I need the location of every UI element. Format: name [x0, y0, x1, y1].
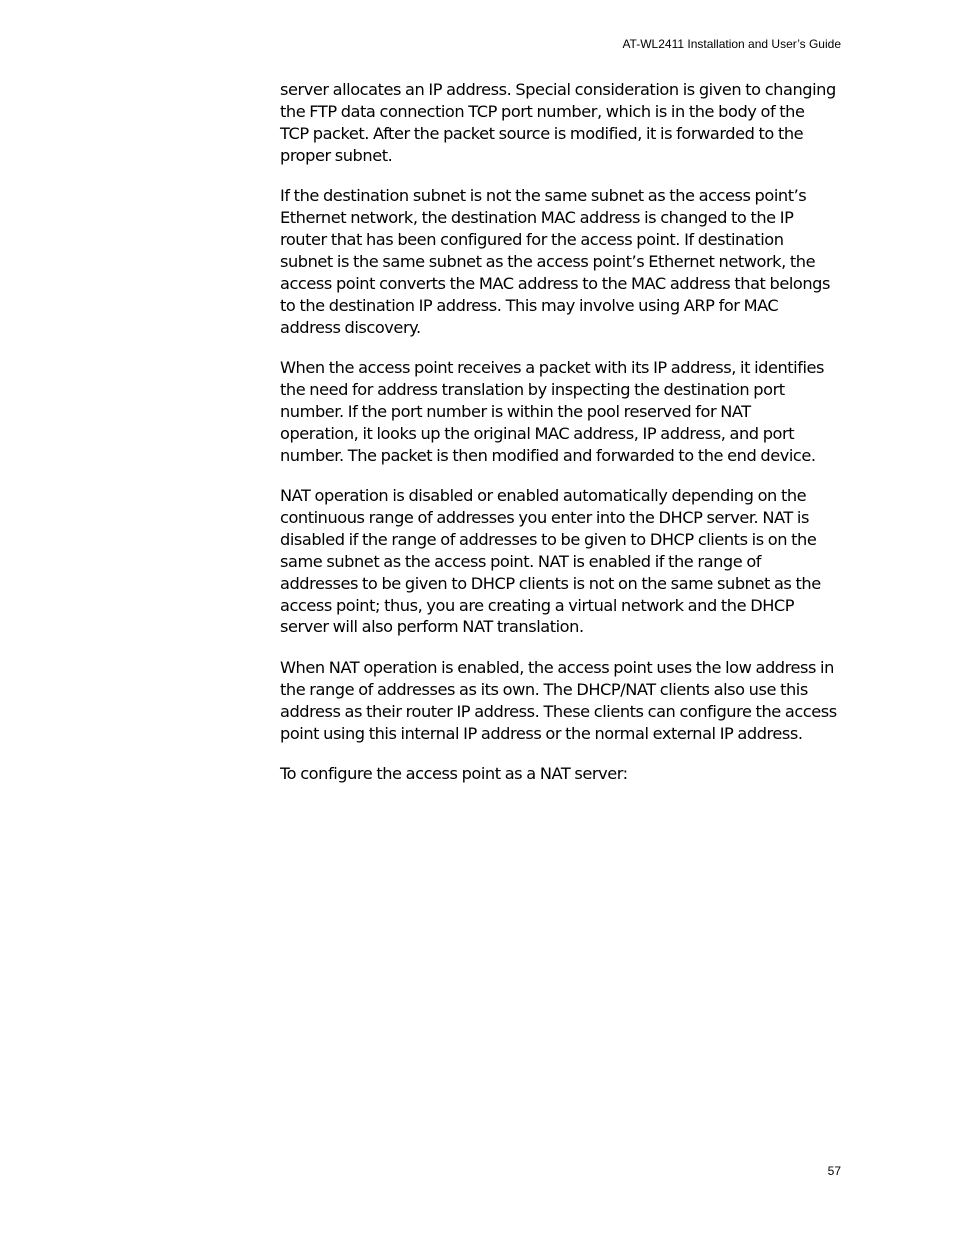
paragraph-configure-intro: To configure the access point as a NAT server:	[280, 763, 628, 783]
paragraph-packet-receive: When the access point receives a packet with its IP address, it identifies the need for address translation by inspecting the destination port number. If the port number is within the pool reserved for NAT operation, it looks up the original MAC address, IP address, and port number. The packet is then modified and forwarded to the end device.	[280, 357, 824, 465]
page-number: 57	[827, 1164, 841, 1178]
paragraph-nat-enabled: When NAT operation is enabled, the access point uses the low address in the range of addresses as its own. The DHCP/NAT clients also use this address as their router IP address. These clients can configure the access point using this internal IP address or the normal external IP address.	[280, 657, 837, 743]
paragraph-nat-ftp: server allocates an IP address. Special consideration is given to changing the FTP data connection TCP port number, which is in the body of the TCP packet. After the packet source is modified, it is forwarded to the proper subnet.	[280, 80, 836, 165]
paragraph-destination-subnet: If the destination subnet is not the same subnet as the access point’s Ethernet network, the destination MAC address is changed to the IP router that has been configured for the access point. If destination subnet is the same subnet as the access point’s Ethernet network, the access point converts the MAC address to the MAC address that belongs to the destination IP address. This may involve using ARP for MAC address discovery.	[280, 186, 830, 337]
paragraph-nat-enable-disable: NAT operation is disabled or enabled automatically depending on the continuous range of addresses you enter into the DHCP server. NAT is disabled if the range of addresses to be given to DHCP clients is on the same subnet as the access point. NAT is enabled if the range of addresses to be given to DHCP clients is not on the same subnet as the access point; thus, you are creating a virtual network and the DHCP server will also perform NAT translation.	[280, 486, 821, 637]
body-text	[280, 79, 848, 803]
running-header: AT-WL2411 Installation and User’s Guide	[622, 37, 841, 51]
